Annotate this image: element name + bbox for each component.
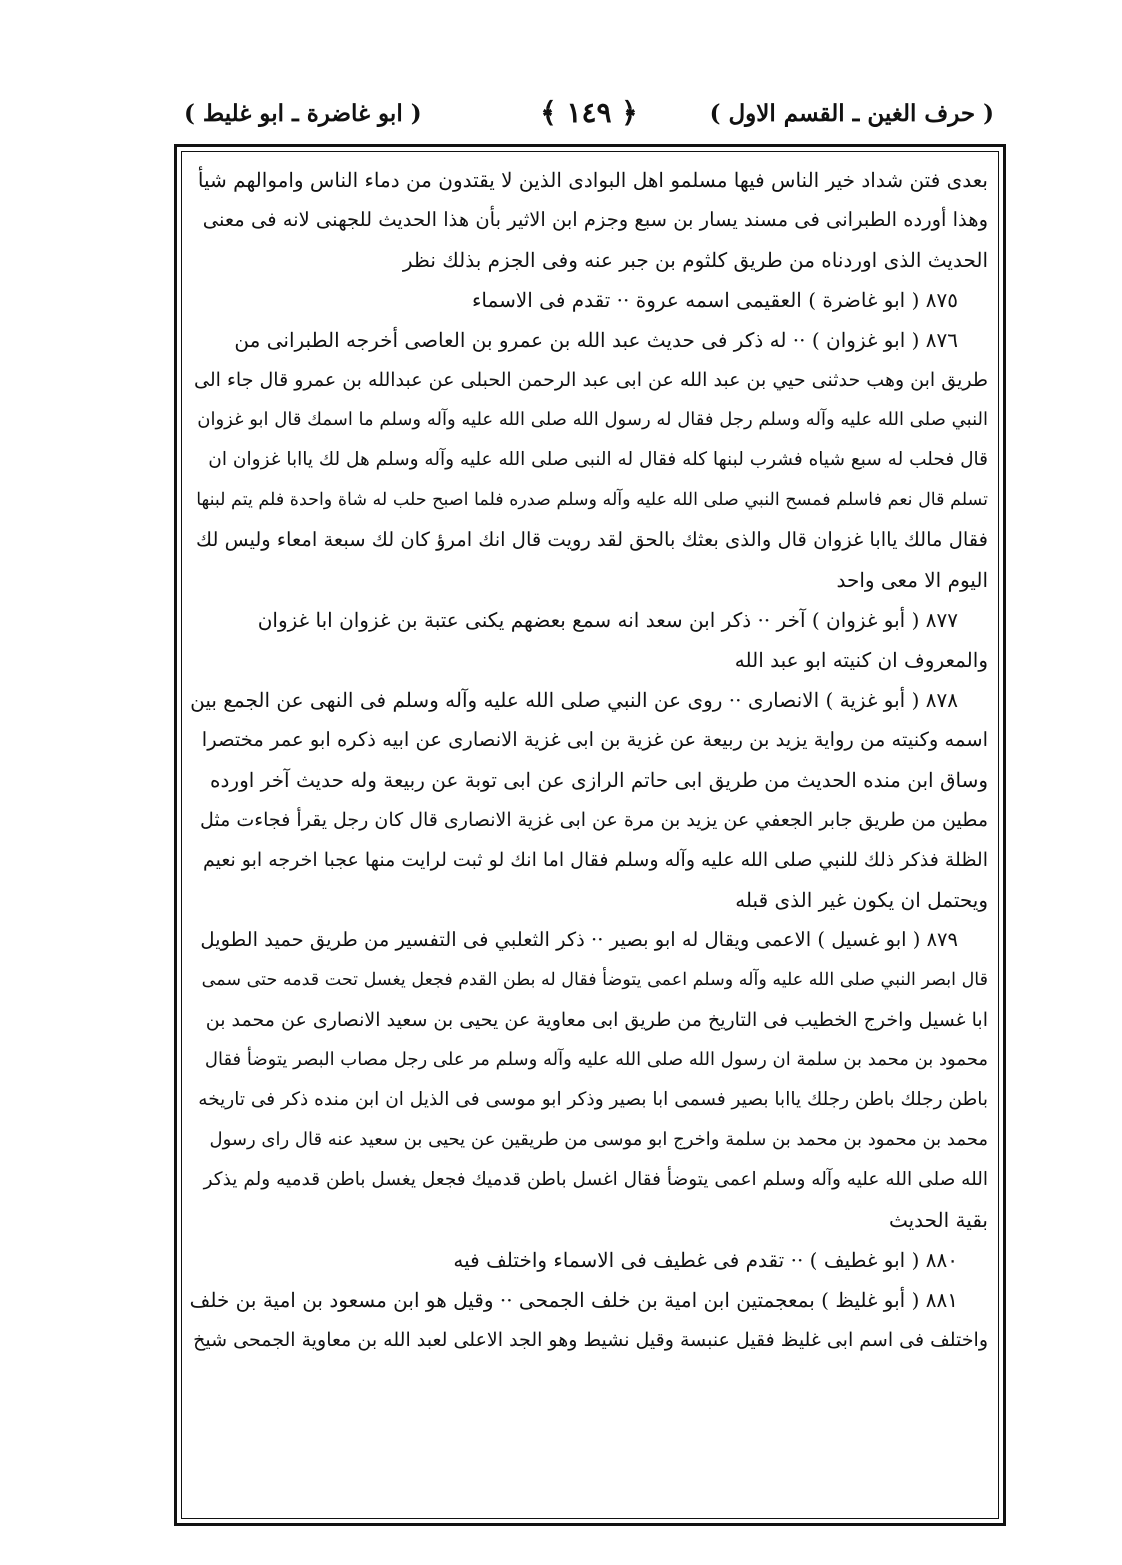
text-line: اليوم الا معى واحد <box>836 568 988 592</box>
header-entry-range: ( ابو غاضرة ـ ابو غليط ) <box>184 100 422 127</box>
entry-line: ٨٧٩ ( ابو غسيل ) الاعمى ويقال له ابو بصير ·· ذكر الثعلبي فى التفسير من طريق حميد الطويل <box>200 928 958 951</box>
header-section-title: ( حرف الغين ـ القسم الاول ) <box>709 100 994 127</box>
entry-line: ٨٨١ ( أبو غليظ ) بمعجمتين ابن امية بن خلف الجمحى ·· وقيل هو ابن مسعود بن امية بن خلف <box>190 1288 958 1312</box>
text-line: وساق ابن منده الحديث من طريق ابى حاتم الرازى عن ابى توبة عن ربيعة وله حديث آخر اورده <box>210 768 988 792</box>
entry-line: ٨٧٧ ( أبو غزوان ) آخر ·· ذكر ابن سعد انه سمع بعضهم يكنى عتبة بن غزوان ابا غزوان <box>257 608 958 632</box>
text-line: قال ابصر النبي صلى الله عليه وآله وسلم اعمى يتوضأ فقال له بطن القدم فجعل يغسل تحت قدمه حتى سمى <box>201 970 988 990</box>
text-line: واختلف فى اسم ابى غليظ فقيل عنبسة وقيل نشيط وهو الجد الاعلى لعبد الله بن معاوية الجمحى شيخ <box>193 1329 988 1351</box>
text-line: بعدى فتن شداد خير الناس فيها مسلمو اهل البوادى الذين لا يقتدون من دماء الناس واموالهم شيأ <box>197 168 988 192</box>
text-line: تسلم قال نعم فاسلم فمسح النبي صلى الله عليه وآله وسلم صدره فلما اصبح حلب له شاة واحدة فلم يتم لبنها <box>196 490 988 510</box>
text-line: الظلة فذكر ذلك للنبي صلى الله عليه وآله وسلم فقال اما انك لو ثبت لرايت منها عجبا اخرجه ابو نعيم <box>202 849 988 871</box>
text-line: فقال مالك ياابا غزوان قال والذى بعثك بالحق لقد رويت قال انك امرؤ كان لك سبعة امعاء وليس لك <box>196 528 988 551</box>
text-line: وهذا أورده الطبرانى فى مسند يسار بن سبع وجزم ابن الاثير بأن هذا الحديث للجهنى لانه فى معنى <box>202 208 988 231</box>
entry-line: ٨٧٨ ( أبو غزية ) الانصارى ·· روى عن النبي صلى الله عليه وآله وسلم فى النهى عن الجمع بين <box>190 688 958 712</box>
text-line: ويحتمل ان يكون غير الذى قبله <box>735 888 988 912</box>
text-line: النبي صلى الله عليه وآله وسلم رجل فقال له رسول الله صلى الله عليه وآله وسلم ما اسمك قال ابو غزوان <box>197 409 988 430</box>
text-line: بقية الحديث <box>888 1208 988 1232</box>
text-line: محمود بن محمد بن سلمة ان رسول الله صلى الله عليه وآله وسلم مر على رجل مصاب البصر يتوضأ فقال <box>204 1049 988 1070</box>
page-body <box>190 160 988 1500</box>
running-header <box>184 96 994 142</box>
text-line: الحديث الذى اوردناه من طريق كلثوم بن جبر عنه وفى الجزم بذلك نظر <box>402 248 988 272</box>
text-line: ابا غسيل واخرج الخطيب فى التاريخ من طريق ابى معاوية عن يحيى بن سعيد الانصارى عن محمد بن <box>205 1009 988 1031</box>
text-line: قال فحلب له سبع شياه فشرب لبنها كله فقال له النبى صلى الله عليه وآله وسلم هل لك ياابا غزوان ان <box>208 449 988 470</box>
text-line: والمعروف ان كنيته ابو عبد الله <box>734 648 988 672</box>
entry-line: ٨٧٥ ( ابو غاضرة ) العقيمى اسمه عروة ·· تقدم فى الاسماء <box>472 288 958 312</box>
entry-line: ٨٧٦ ( ابو غزوان ) ·· له ذكر فى حديث عبد الله بن عمرو بن العاصى أخرجه الطبرانى من <box>234 328 958 352</box>
text-line: مطين من طريق جابر الجعفي عن يزيد بن مرة عن ابى غزية الانصارى قال كان رجل يقرأ فجاءت مثل <box>199 809 988 831</box>
page-number: ﴿ ١٤٩ ﴾ <box>540 96 638 129</box>
text-line: باطن رجلك باطن رجلك ياابا بصير فسمى ابا بصير وذكر ابو موسى فى الذيل ان ابن منده ذكر فى تاريخه <box>198 1089 988 1110</box>
entry-line: ٨٨٠ ( ابو غطيف ) ·· تقدم فى غطيف فى الاسماء واختلف فيه <box>453 1248 958 1272</box>
text-line: اسمه وكنيته من رواية يزيد بن ربيعة عن غزية بن ابى غزية الانصارى عن ابيه ذكره ابو عمر مختصرا <box>201 728 988 751</box>
text-line: محمد بن محمود بن محمد بن سلمة واخرج ابو موسى من طريقين عن يحيى بن سعيد عنه قال راى رسول <box>209 1129 988 1150</box>
text-line: طريق ابن وهب حدثنى حيي بن عبد الله عن ابى عبد الرحمن الحبلى عن عبدالله بن عمرو قال جاء الى <box>194 369 988 391</box>
text-line: الله صلى الله عليه وآله وسلم اعمى يتوضأ فقال اغسل باطن قدميك فجعل يغسل باطن قدميه ولم يذكر <box>203 1169 988 1190</box>
